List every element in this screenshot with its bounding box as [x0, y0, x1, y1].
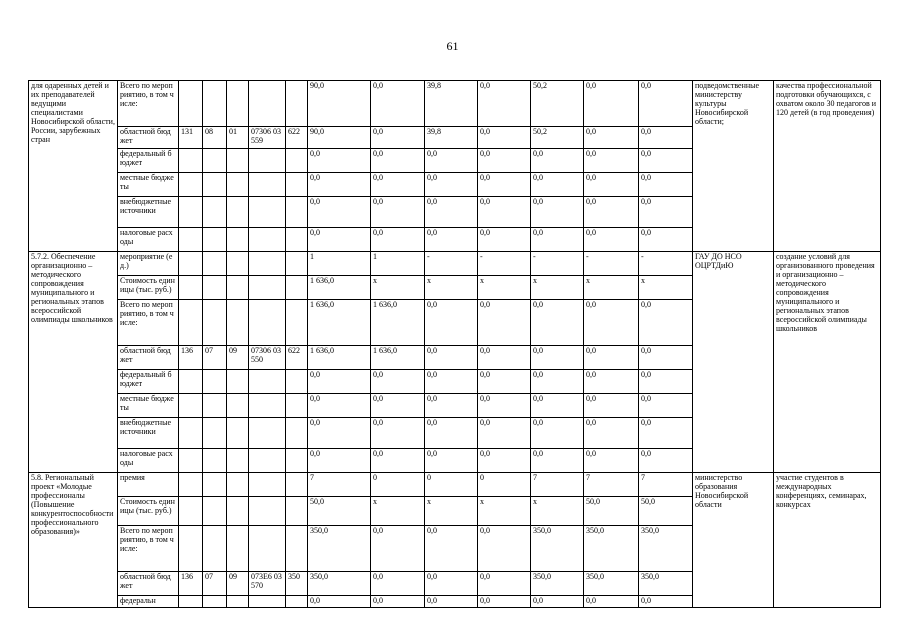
value-cell-2023: 0,0	[478, 596, 531, 608]
value-cell-2023: 0,0	[478, 394, 531, 418]
value-cell-2021: х	[371, 497, 425, 526]
value-cell-2021: 0,0	[371, 394, 425, 418]
value-cell-2025: 0,0	[584, 418, 639, 449]
value-cell-2024: 0,0	[531, 394, 584, 418]
page-number: 61	[446, 39, 459, 53]
value-cell-2021: 0,0	[371, 370, 425, 394]
value-cell-2024: 50,2	[531, 81, 584, 127]
value-cell-2021: 0	[371, 473, 425, 497]
rz-code-cell	[203, 81, 227, 127]
grbs-code-cell	[179, 149, 203, 173]
value-cell-2026: 0,0	[639, 370, 693, 394]
value-cell-2025: -	[584, 252, 639, 276]
rz-code-cell	[203, 252, 227, 276]
csr-code-cell	[249, 370, 286, 394]
rz-code-cell: 07	[203, 346, 227, 370]
value-cell-2022: -	[425, 252, 478, 276]
pr-code-cell	[227, 418, 249, 449]
value-cell-2025: 350,0	[584, 572, 639, 596]
value-cell-2023: -	[478, 252, 531, 276]
rz-code-cell	[203, 526, 227, 572]
value-cell-2026: 0,0	[639, 197, 693, 228]
value-cell-2022: 0,0	[425, 572, 478, 596]
value-cell-2023: 0,0	[478, 418, 531, 449]
value-cell-2023: 0,0	[478, 149, 531, 173]
value-cell-2026: 0,0	[639, 418, 693, 449]
value-cell-2024: 50,2	[531, 127, 584, 149]
value-cell-2020: 0,0	[308, 228, 371, 252]
value-cell-2026: 0,0	[639, 596, 693, 608]
value-cell-2024: 0,0	[531, 596, 584, 608]
value-cell-2025: 0,0	[584, 346, 639, 370]
indicator-cell: Всего по мероприятию, в том числе:	[118, 526, 179, 572]
indicator-cell: областной бюджет	[118, 572, 179, 596]
value-cell-2023: 0,0	[478, 127, 531, 149]
value-cell-2024: 0,0	[531, 228, 584, 252]
value-cell-2021: 0,0	[371, 197, 425, 228]
value-cell-2025: 0,0	[584, 127, 639, 149]
grbs-code-cell	[179, 173, 203, 197]
grbs-code-cell	[179, 497, 203, 526]
value-cell-2020: 50,0	[308, 497, 371, 526]
pr-code-cell	[227, 197, 249, 228]
value-cell-2020: 1 636,0	[308, 346, 371, 370]
value-cell-2021: 1	[371, 252, 425, 276]
rz-code-cell	[203, 596, 227, 608]
value-cell-2024: 0,0	[531, 197, 584, 228]
value-cell-2023: 0,0	[478, 346, 531, 370]
value-cell-2021: 0,0	[371, 449, 425, 473]
rz-code-cell	[203, 394, 227, 418]
value-cell-2026: 350,0	[639, 572, 693, 596]
value-cell-2023: 0	[478, 473, 531, 497]
vr-code-cell	[286, 81, 308, 127]
rz-code-cell	[203, 497, 227, 526]
csr-code-cell	[249, 228, 286, 252]
value-cell-2023: 0,0	[478, 449, 531, 473]
value-cell-2026: 50,0	[639, 497, 693, 526]
grbs-code-cell	[179, 228, 203, 252]
value-cell-2023: 0,0	[478, 300, 531, 346]
vr-code-cell	[286, 497, 308, 526]
pr-code-cell	[227, 228, 249, 252]
value-cell-2020: 7	[308, 473, 371, 497]
pr-code-cell	[227, 473, 249, 497]
value-cell-2021: х	[371, 276, 425, 300]
value-cell-2022: 39,8	[425, 81, 478, 127]
indicator-cell: внебюджетные источники	[118, 418, 179, 449]
value-cell-2022: 0,0	[425, 596, 478, 608]
value-cell-2026: 0,0	[639, 127, 693, 149]
value-cell-2025: 0,0	[584, 300, 639, 346]
value-cell-2025: 50,0	[584, 497, 639, 526]
activity-name-cell: 5.8. Региональный проект «Молодые профессионалы (Повышение конкурентоспособности профессионального образования)»	[29, 473, 118, 608]
table-row	[29, 473, 881, 497]
value-cell-2020: 0,0	[308, 149, 371, 173]
value-cell-2020: 0,0	[308, 394, 371, 418]
indicator-cell: федеральн	[118, 596, 179, 608]
value-cell-2022: 0,0	[425, 449, 478, 473]
value-cell-2026: 0,0	[639, 449, 693, 473]
vr-code-cell	[286, 149, 308, 173]
csr-code-cell	[249, 473, 286, 497]
value-cell-2022: 0,0	[425, 526, 478, 572]
value-cell-2023: х	[478, 276, 531, 300]
pr-code-cell	[227, 173, 249, 197]
value-cell-2026: 0,0	[639, 346, 693, 370]
value-cell-2026: 7	[639, 473, 693, 497]
value-cell-2025: 0,0	[584, 596, 639, 608]
value-cell-2021: 0,0	[371, 81, 425, 127]
value-cell-2021: 0,0	[371, 418, 425, 449]
indicator-cell: Всего по мероприятию, в том числе:	[118, 81, 179, 127]
pr-code-cell	[227, 394, 249, 418]
value-cell-2020: 0,0	[308, 370, 371, 394]
value-cell-2025: 0,0	[584, 228, 639, 252]
indicator-cell: Всего по мероприятию, в том числе:	[118, 300, 179, 346]
indicator-cell: Стоимость единицы (тыс. руб.)	[118, 497, 179, 526]
expected-result-cell: участие студентов в международных конференциях, семинарах, конкурсах	[774, 473, 881, 608]
value-cell-2021: 1 636,0	[371, 300, 425, 346]
vr-code-cell	[286, 596, 308, 608]
vr-code-cell	[286, 526, 308, 572]
vr-code-cell	[286, 300, 308, 346]
csr-code-cell	[249, 81, 286, 127]
rz-code-cell	[203, 173, 227, 197]
executor-cell: подведомственные министерству культуры Новосибирской области;	[693, 81, 774, 252]
value-cell-2022: 0,0	[425, 394, 478, 418]
vr-code-cell	[286, 252, 308, 276]
value-cell-2021: 0,0	[371, 228, 425, 252]
vr-code-cell	[286, 449, 308, 473]
grbs-code-cell	[179, 449, 203, 473]
vr-code-cell	[286, 418, 308, 449]
value-cell-2025: 0,0	[584, 370, 639, 394]
value-cell-2022: 0,0	[425, 418, 478, 449]
vr-code-cell	[286, 394, 308, 418]
rz-code-cell	[203, 149, 227, 173]
rz-code-cell	[203, 473, 227, 497]
value-cell-2022: х	[425, 497, 478, 526]
grbs-code-cell	[179, 252, 203, 276]
value-cell-2024: 0,0	[531, 173, 584, 197]
value-cell-2022: 0,0	[425, 300, 478, 346]
csr-code-cell	[249, 449, 286, 473]
csr-code-cell	[249, 596, 286, 608]
pr-code-cell	[227, 276, 249, 300]
value-cell-2020: 0,0	[308, 449, 371, 473]
value-cell-2022: 0,0	[425, 370, 478, 394]
csr-code-cell: 073Е6 03570	[249, 572, 286, 596]
value-cell-2022: 0,0	[425, 149, 478, 173]
grbs-code-cell	[179, 370, 203, 394]
value-cell-2024: х	[531, 497, 584, 526]
grbs-code-cell	[179, 394, 203, 418]
value-cell-2023: 0,0	[478, 572, 531, 596]
value-cell-2023: 0,0	[478, 370, 531, 394]
value-cell-2026: х	[639, 276, 693, 300]
value-cell-2024: 0,0	[531, 346, 584, 370]
value-cell-2024: -	[531, 252, 584, 276]
grbs-code-cell	[179, 473, 203, 497]
csr-code-cell	[249, 149, 286, 173]
value-cell-2026: 0,0	[639, 173, 693, 197]
rz-code-cell	[203, 228, 227, 252]
indicator-cell: мероприятие (ед.)	[118, 252, 179, 276]
value-cell-2025: 0,0	[584, 81, 639, 127]
expected-result-cell: создание условий для организованного проведения и организационно – методического сопровождения муниципального и региональных этапов всероссийской олимпиады школьников	[774, 252, 881, 473]
value-cell-2024: 350,0	[531, 572, 584, 596]
grbs-code-cell	[179, 276, 203, 300]
value-cell-2022: 0,0	[425, 197, 478, 228]
value-cell-2025: 0,0	[584, 197, 639, 228]
value-cell-2024: 0,0	[531, 449, 584, 473]
grbs-code-cell	[179, 197, 203, 228]
grbs-code-cell	[179, 418, 203, 449]
vr-code-cell	[286, 173, 308, 197]
value-cell-2023: 0,0	[478, 173, 531, 197]
pr-code-cell	[227, 526, 249, 572]
csr-code-cell: 07306 03550	[249, 346, 286, 370]
value-cell-2026: 0,0	[639, 300, 693, 346]
indicator-cell: налоговые расходы	[118, 449, 179, 473]
value-cell-2024: х	[531, 276, 584, 300]
rz-code-cell: 07	[203, 572, 227, 596]
value-cell-2025: 350,0	[584, 526, 639, 572]
rz-code-cell: 08	[203, 127, 227, 149]
csr-code-cell	[249, 394, 286, 418]
value-cell-2024: 0,0	[531, 149, 584, 173]
indicator-cell: премия	[118, 473, 179, 497]
vr-code-cell: 350	[286, 572, 308, 596]
grbs-code-cell: 131	[179, 127, 203, 149]
value-cell-2026: 0,0	[639, 81, 693, 127]
value-cell-2021: 1 636,0	[371, 346, 425, 370]
value-cell-2021: 0,0	[371, 149, 425, 173]
value-cell-2020: 90,0	[308, 127, 371, 149]
rz-code-cell	[203, 276, 227, 300]
pr-code-cell: 09	[227, 346, 249, 370]
indicator-cell: областной бюджет	[118, 127, 179, 149]
value-cell-2025: 0,0	[584, 449, 639, 473]
vr-code-cell: 622	[286, 127, 308, 149]
rz-code-cell	[203, 197, 227, 228]
expected-result-cell: качества профессиональной подготовки обучающихся, с охватом около 30 педагогов и 120 детей (в год проведения)	[774, 81, 881, 252]
value-cell-2020: 0,0	[308, 197, 371, 228]
indicator-cell: внебюджетные источники	[118, 197, 179, 228]
grbs-code-cell	[179, 596, 203, 608]
pr-code-cell	[227, 149, 249, 173]
value-cell-2026: -	[639, 252, 693, 276]
value-cell-2025: х	[584, 276, 639, 300]
value-cell-2020: 0,0	[308, 596, 371, 608]
table-row	[29, 252, 881, 276]
value-cell-2021: 0,0	[371, 572, 425, 596]
vr-code-cell	[286, 197, 308, 228]
value-cell-2022: 0,0	[425, 173, 478, 197]
value-cell-2020: 90,0	[308, 81, 371, 127]
indicator-cell: Стоимость единицы (тыс. руб.)	[118, 276, 179, 300]
pr-code-cell: 01	[227, 127, 249, 149]
vr-code-cell: 622	[286, 346, 308, 370]
rz-code-cell	[203, 449, 227, 473]
value-cell-2022: х	[425, 276, 478, 300]
pr-code-cell	[227, 300, 249, 346]
pr-code-cell	[227, 596, 249, 608]
value-cell-2022: 0	[425, 473, 478, 497]
value-cell-2020: 350,0	[308, 572, 371, 596]
vr-code-cell	[286, 228, 308, 252]
value-cell-2025: 0,0	[584, 149, 639, 173]
value-cell-2020: 350,0	[308, 526, 371, 572]
csr-code-cell	[249, 300, 286, 346]
vr-code-cell	[286, 276, 308, 300]
csr-code-cell	[249, 197, 286, 228]
value-cell-2026: 0,0	[639, 149, 693, 173]
grbs-code-cell	[179, 81, 203, 127]
pr-code-cell	[227, 370, 249, 394]
value-cell-2024: 0,0	[531, 370, 584, 394]
value-cell-2021: 0,0	[371, 596, 425, 608]
value-cell-2022: 39,8	[425, 127, 478, 149]
indicator-cell: федеральный бюджет	[118, 149, 179, 173]
value-cell-2021: 0,0	[371, 127, 425, 149]
vr-code-cell	[286, 370, 308, 394]
value-cell-2024: 350,0	[531, 526, 584, 572]
value-cell-2021: 0,0	[371, 526, 425, 572]
indicator-cell: местные бюджеты	[118, 394, 179, 418]
pr-code-cell	[227, 449, 249, 473]
value-cell-2020: 1 636,0	[308, 276, 371, 300]
value-cell-2025: 0,0	[584, 173, 639, 197]
value-cell-2021: 0,0	[371, 173, 425, 197]
value-cell-2023: 0,0	[478, 197, 531, 228]
executor-cell: министерство образования Новосибирской области	[693, 473, 774, 608]
rz-code-cell	[203, 300, 227, 346]
csr-code-cell	[249, 173, 286, 197]
grbs-code-cell: 136	[179, 346, 203, 370]
value-cell-2023: 0,0	[478, 81, 531, 127]
rz-code-cell	[203, 370, 227, 394]
value-cell-2023: 0,0	[478, 228, 531, 252]
vr-code-cell	[286, 473, 308, 497]
value-cell-2020: 1	[308, 252, 371, 276]
value-cell-2026: 350,0	[639, 526, 693, 572]
indicator-cell: налоговые расходы	[118, 228, 179, 252]
value-cell-2025: 7	[584, 473, 639, 497]
activity-name-cell: 5.7.2. Обеспечение организационно – методического сопровождения муниципального и региональных этапов всероссийской олимпиады школьников	[29, 252, 118, 473]
indicator-cell: федеральный бюджет	[118, 370, 179, 394]
value-cell-2026: 0,0	[639, 394, 693, 418]
value-cell-2024: 7	[531, 473, 584, 497]
value-cell-2020: 0,0	[308, 418, 371, 449]
grbs-code-cell: 136	[179, 572, 203, 596]
csr-code-cell	[249, 526, 286, 572]
table-row	[29, 81, 881, 127]
value-cell-2024: 0,0	[531, 300, 584, 346]
csr-code-cell	[249, 276, 286, 300]
value-cell-2022: 0,0	[425, 228, 478, 252]
indicator-cell: областной бюджет	[118, 346, 179, 370]
pr-code-cell	[227, 252, 249, 276]
value-cell-2020: 0,0	[308, 173, 371, 197]
value-cell-2020: 1 636,0	[308, 300, 371, 346]
value-cell-2022: 0,0	[425, 346, 478, 370]
pr-code-cell: 09	[227, 572, 249, 596]
executor-cell: ГАУ ДО НСО ОЦРТДиЮ	[693, 252, 774, 473]
value-cell-2026: 0,0	[639, 228, 693, 252]
grbs-code-cell	[179, 526, 203, 572]
value-cell-2023: х	[478, 497, 531, 526]
budget-table-body	[29, 81, 881, 608]
pr-code-cell	[227, 497, 249, 526]
pr-code-cell	[227, 81, 249, 127]
csr-code-cell	[249, 252, 286, 276]
csr-code-cell	[249, 418, 286, 449]
grbs-code-cell	[179, 300, 203, 346]
indicator-cell: местные бюджеты	[118, 173, 179, 197]
value-cell-2024: 0,0	[531, 418, 584, 449]
budget-table	[28, 80, 881, 608]
csr-code-cell	[249, 497, 286, 526]
csr-code-cell: 07306 03559	[249, 127, 286, 149]
value-cell-2023: 0,0	[478, 526, 531, 572]
activity-name-cell: для одаренных детей и их преподавателей ведущими специалистами Новосибирской области, России, зарубежных стран	[29, 81, 118, 252]
rz-code-cell	[203, 418, 227, 449]
value-cell-2025: 0,0	[584, 394, 639, 418]
